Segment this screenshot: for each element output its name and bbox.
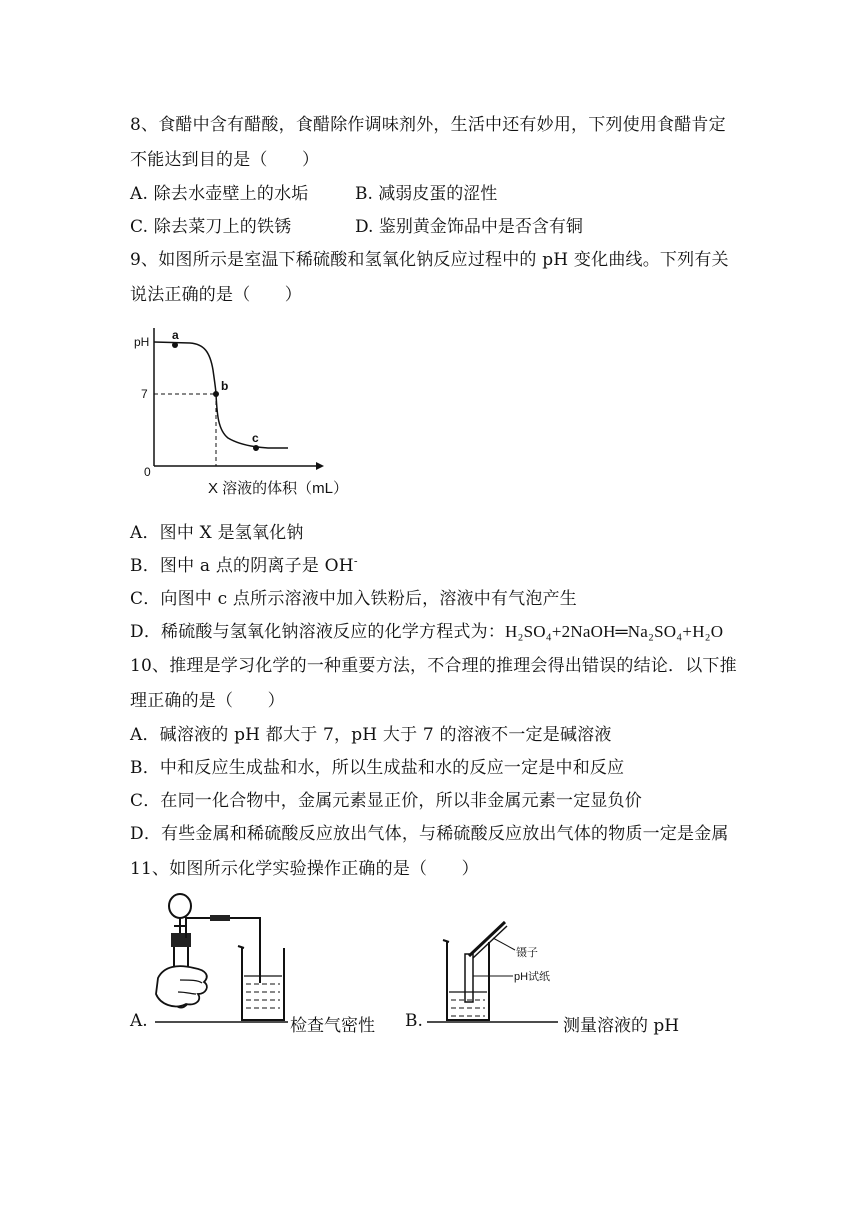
point-c (253, 445, 259, 451)
q9-option-d (130, 617, 723, 642)
point-a-label: a (172, 328, 179, 342)
q11-option-a-caption: 检查气密性 (290, 1016, 375, 1036)
x-axis-arrow (316, 462, 324, 470)
q8-stem-line1: 8、食醋中含有醋酸，食醋除作调味剂外，生活中还有妙用，下列使用食醋肯定 (130, 115, 726, 135)
point-a (172, 342, 178, 348)
ph-paper-label: pH试纸 (514, 971, 551, 983)
rubber-stopper (171, 933, 191, 947)
q8-stem-line2: 不能达到目的是（ ） (130, 150, 320, 170)
q9-option-c: C．向图中 c 点所示溶液中加入铁粉后，溶液中有气泡产生 (130, 589, 577, 609)
q8-option-c: C. 除去菜刀上的铁锈 (130, 217, 292, 237)
q11-option-a-letter: A. (130, 1011, 148, 1031)
ph-curve (154, 342, 288, 448)
hand (156, 966, 207, 1006)
ph-paper-strip (465, 954, 473, 1002)
q9-option-d-text: D．稀硫酸与氢氧化钠溶液反应的化学方程式为： (130, 622, 506, 642)
q11-option-b-letter: B. (405, 1011, 423, 1031)
q11-option-b-caption: 测量溶液的 pH (563, 1016, 680, 1036)
q10-option-d: D．有些金属和稀硫酸反应放出气体，与稀硫酸反应放出气体的物质一定是金属 (130, 824, 729, 844)
q11-stem: 11、如图所示化学实验操作正确的是（ ） (130, 859, 479, 879)
q9-option-d-equation: H₂SO₄+2NaOH═Na₂SO₄+H₂O (505, 622, 724, 641)
q9-option-a: A．图中 X 是氢氧化钠 (130, 523, 304, 543)
q9-option-b (130, 551, 358, 576)
q9-option-b-charge: - (353, 554, 358, 568)
q10-option-a: A．碱溶液的 pH 都大于 7，pH 大于 7 的溶液不一定是碱溶液 (130, 725, 612, 745)
q9-stem-line2: 说法正确的是（ ） (130, 285, 302, 305)
q10-option-c: C．在同一化合物中，金属元素显正价，所以非金属元素一定显负价 (130, 791, 643, 811)
q10-stem-line2: 理正确的是（ ） (130, 691, 285, 711)
y-axis-label: pH (134, 335, 150, 349)
q8-option-b: B. 减弱皮蛋的涩性 (355, 184, 498, 204)
q10-stem-line1: 10、推理是学习化学的一种重要方法，不合理的推理会得出错误的结论．以下推 (130, 656, 737, 676)
q9-option-b-text: B．图中 a 点的阴离子是 OH (130, 556, 354, 576)
airtightness-check-figure (150, 888, 290, 1028)
q8-option-d: D. 鉴别黄金饰品中是否含有铜 (355, 217, 583, 237)
tweezers-label: 镊子 (516, 947, 538, 959)
funnel-bulb (169, 894, 191, 918)
measure-ph-figure (425, 920, 560, 1028)
ph-curve-graph (128, 318, 378, 503)
tweezers (469, 922, 505, 956)
point-b (213, 391, 219, 397)
q8-option-a: A. 除去水壶壁上的水垢 (130, 184, 309, 204)
y-tick-7: 7 (141, 387, 148, 401)
point-c-label: c (252, 431, 259, 445)
q10-option-b: B．中和反应生成盐和水，所以生成盐和水的反应一定是中和反应 (130, 758, 625, 778)
point-b-label: b (221, 379, 229, 393)
q9-stem-line1: 9、如图所示是室温下稀硫酸和氢氧化钠反应过程中的 pH 变化曲线。下列有关 (130, 250, 729, 270)
origin-label: 0 (144, 465, 151, 479)
x-axis-label: X 溶液的体积（mL） (208, 480, 349, 497)
